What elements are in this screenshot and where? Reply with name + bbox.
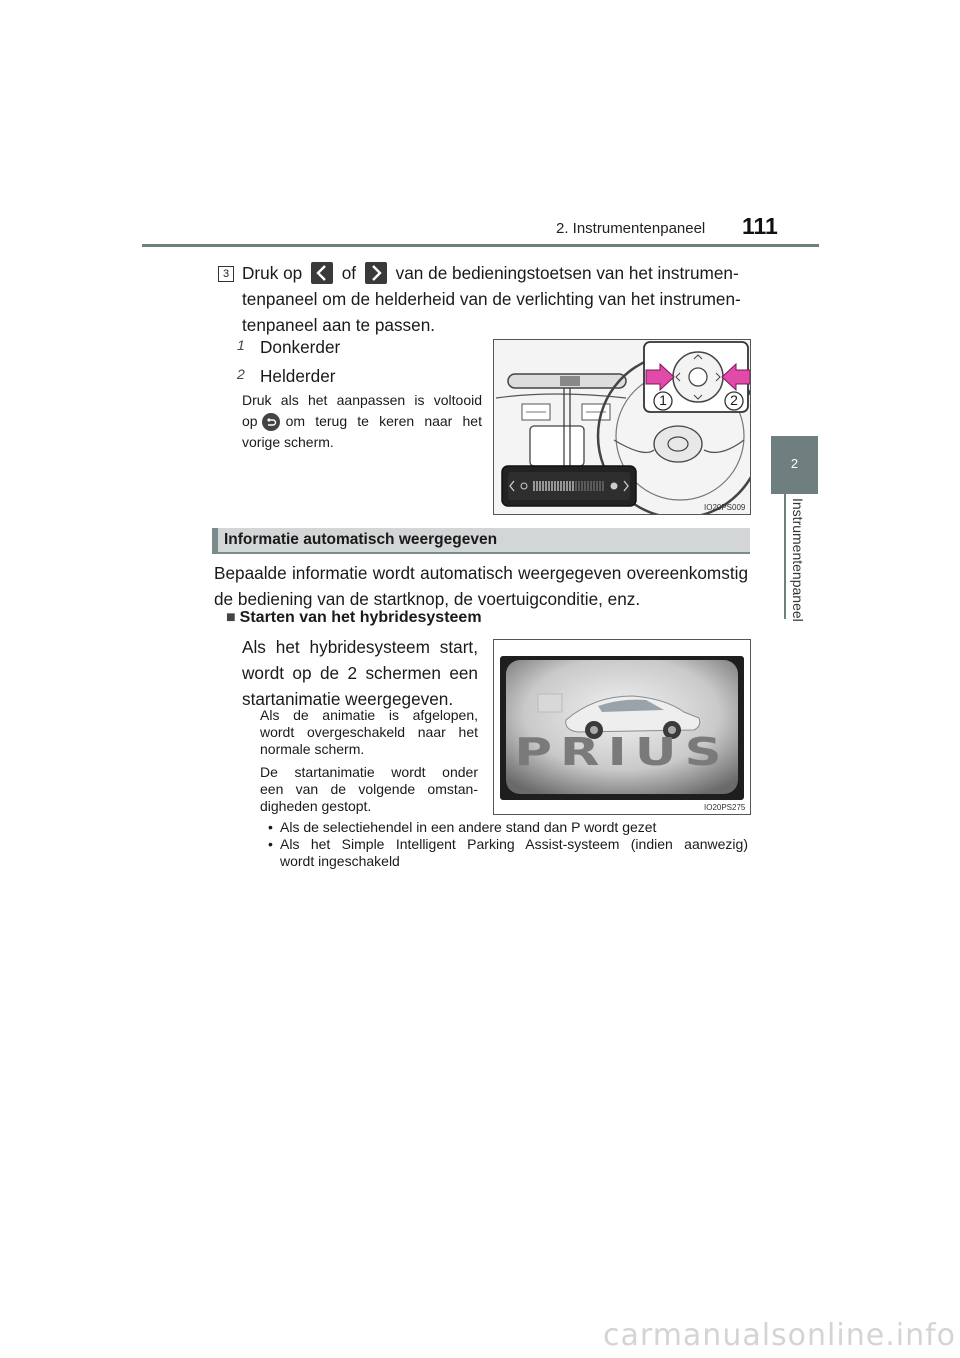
subsection-body-line3: startanimatie weergegeven. [242, 689, 454, 709]
dashboard-illustration [494, 340, 750, 514]
note-b-line2: een van de volgende omstan- [260, 781, 478, 797]
step3-line2: tenpaneel om de helderheid van de verlichting van het instrumen- [242, 289, 741, 309]
option-badge-2: 2 [237, 366, 245, 382]
figure-callout-1: 1 [659, 392, 667, 408]
subsection-heading [226, 609, 482, 627]
subsection-body-line1: Als het hybridesysteem start, [242, 637, 478, 657]
chapter-tab-rule [784, 494, 786, 619]
watermark-text: carmanualsonline.info [603, 1318, 956, 1353]
section-heading: Informatie automatisch weergegeven [224, 531, 498, 548]
bullet-list [268, 819, 748, 870]
note-return-text-b: om terug te keren naar het [285, 413, 482, 429]
step3-text-c: van de bedieningstoetsen van het instrumen- [395, 263, 739, 283]
subsection-body-line2: wordt op de 2 schermen een [242, 663, 478, 683]
start-animation-illustration [494, 640, 750, 814]
step3-text-a: Druk op [242, 263, 303, 283]
step3-line3: tenpaneel aan te passen. [242, 315, 436, 335]
list-item: • Als het Simple Intelligent Parking Assist-systeem (indien aanwezig) [268, 836, 748, 852]
page-number: 111 [742, 213, 778, 239]
prius-logo-text: PRIUS [514, 730, 730, 774]
note-return-text-a: op [242, 413, 258, 429]
chevron-right-icon [365, 262, 387, 284]
figure-code: IO20PS275 [704, 803, 746, 812]
return-icon [262, 413, 280, 431]
section-intro-line2: de bediening van de startknop, de voertuigconditie, enz. [214, 589, 641, 609]
section-intro-line1: Bepaalde informatie wordt automatisch weergegeven overeenkomstig [214, 563, 748, 583]
note-a-line1: Als de animatie is afgelopen, [260, 707, 478, 723]
square-bullet-icon: ■ [226, 609, 236, 626]
bullet-text-2: Als het Simple Intelligent Parking Assist-systeem (indien aanwezig) [280, 836, 748, 852]
list-item-continuation [268, 853, 748, 870]
subsection-body [242, 634, 478, 712]
chevron-left-icon [311, 262, 333, 284]
chapter-tab-number: 2 [790, 456, 799, 471]
note-return-line3: vorige scherm. [242, 434, 334, 450]
subsection-note-b [260, 764, 478, 815]
step3-line1 [242, 260, 748, 286]
note-return-line1: Druk als het aanpassen is voltooid [242, 392, 482, 408]
figure-dashboard [493, 339, 751, 515]
section-heading-rule [212, 552, 750, 554]
option-badge-1: 1 [237, 337, 245, 353]
note-a-line2: wordt overgeschakeld naar het [260, 724, 478, 740]
section-intro [214, 560, 748, 612]
figure-callout-2: 2 [730, 392, 738, 408]
option-label-brighter: Helderder [260, 366, 336, 386]
note-b-line1: De startanimatie wordt onder [260, 764, 478, 780]
note-return-line2 [242, 411, 482, 432]
note-return [242, 390, 482, 453]
step3-paragraph [242, 260, 748, 338]
figure-code: IO20PS009 [704, 503, 746, 512]
figure-start-animation [493, 639, 751, 815]
step-badge: 3 [218, 266, 234, 282]
subsection-note-a [260, 707, 478, 758]
header-divider [142, 244, 819, 247]
bullet-text-3: wordt ingeschakeld [280, 853, 400, 869]
header-section-title: 2. Instrumentenpaneel [556, 220, 706, 237]
watermark [0, 1300, 960, 1358]
note-a-line3: normale scherm. [260, 741, 365, 757]
list-item: • Als de selectiehendel in een andere stand dan P wordt gezet [268, 819, 657, 835]
step3-text-b: of [341, 263, 357, 283]
subsection-title: Starten van het hybridesysteem [239, 609, 482, 626]
note-b-line3: digheden gestopt. [260, 798, 372, 814]
chapter-tab-label: Instrumentenpaneel [790, 498, 806, 622]
bullet-text-1: Als de selectiehendel in een andere stand dan P wordt gezet [280, 819, 657, 835]
option-label-darker: Donkerder [260, 337, 341, 357]
